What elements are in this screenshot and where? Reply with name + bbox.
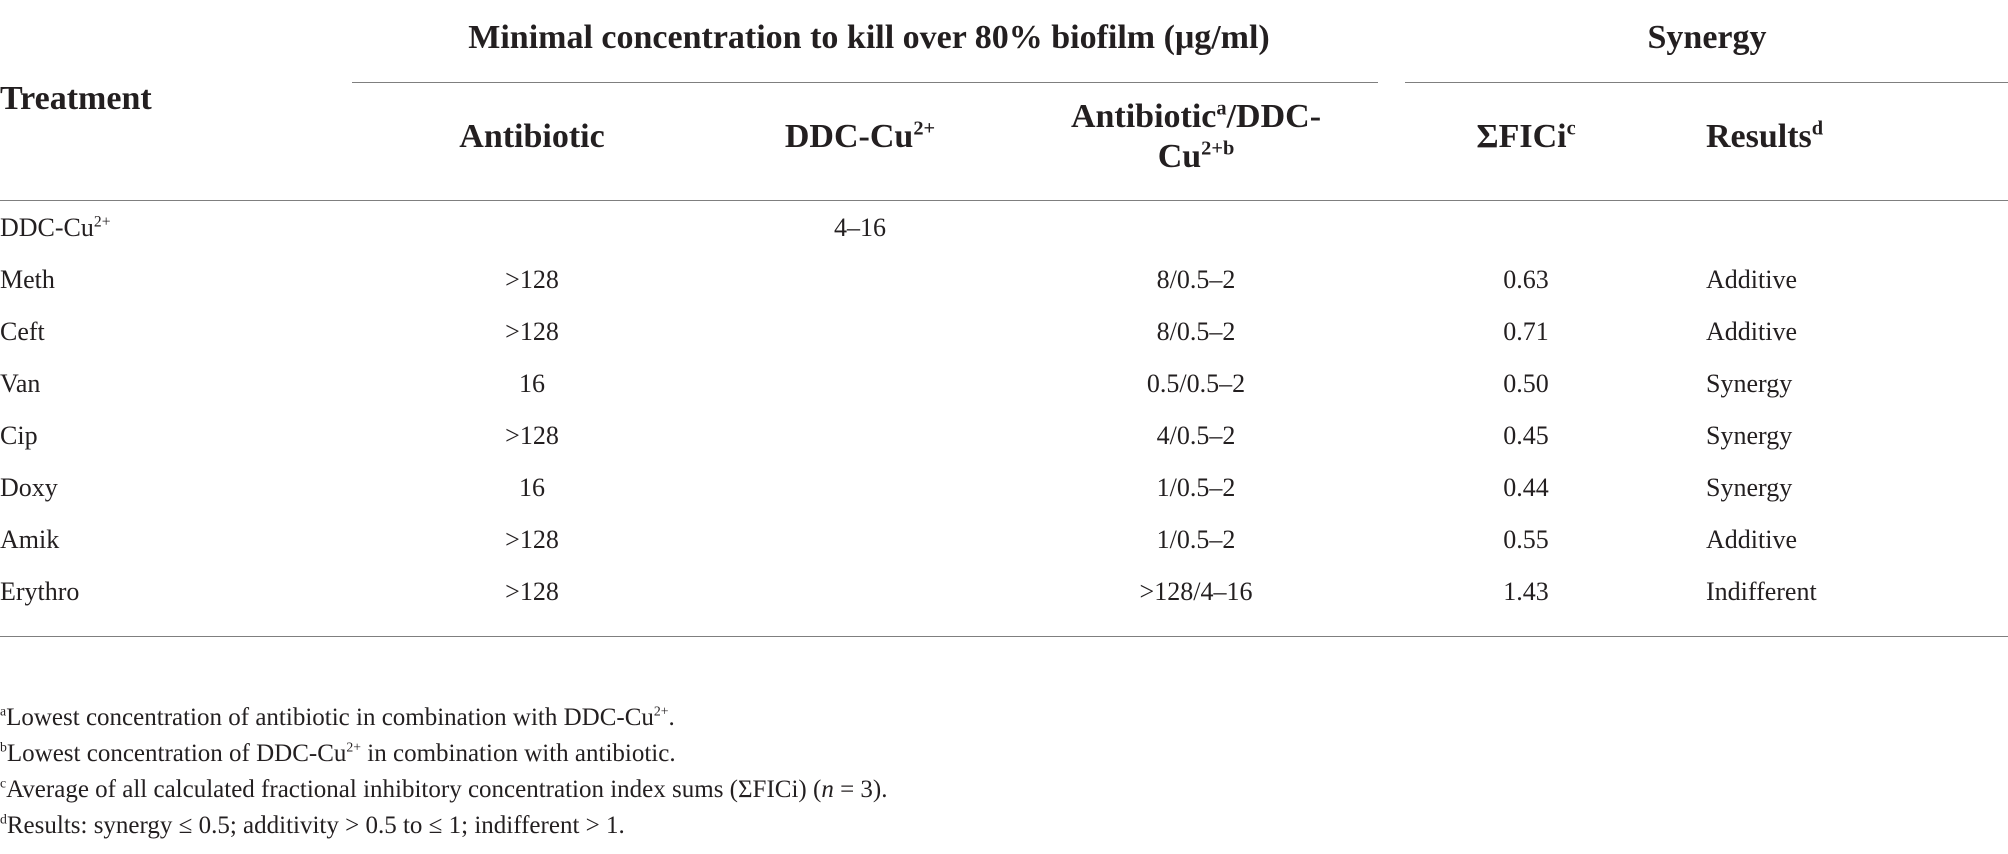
cell-treatment: Cip (0, 421, 38, 450)
cell-antibiotic: >128 (505, 577, 559, 606)
cell-antibiotic: >128 (505, 265, 559, 294)
cell-antibiotic: >128 (505, 317, 559, 346)
header-combination: Antibiotic$^a$/DDC- $Cu^{2+b}$ (1070, 97, 1322, 175)
header-group-mic: Minimal concentration to kill over 80% biofilm (μg/ml) (468, 19, 1270, 56)
cell-combination: 8/0.5–2 (1156, 265, 1236, 294)
footnote-c: $^c$Average of all calculated fractional inhibitory concentration index sums (ΣFICi) (n = 3). (0, 775, 888, 803)
cell-fici: 0.55 (1503, 525, 1549, 554)
header-treatment: Treatment (0, 80, 152, 117)
header-fici: ΣFICi$^c$ (1476, 117, 1576, 155)
cell-result: Indifferent (1706, 577, 1817, 606)
footnote-d: $^d$Results: synergy ≤ 0.5; additivity > 0.5 to ≤ 1; indifferent > 1. (0, 811, 625, 839)
header-antibiotic: Antibiotic (459, 118, 605, 155)
cell-result: Additive (1706, 525, 1797, 554)
rule-group-mic (352, 82, 1378, 83)
cell-combination: 0.5/0.5–2 (1146, 369, 1246, 398)
cell-treatment: Amik (0, 525, 60, 554)
cell-result: Synergy (1706, 369, 1793, 398)
cell-result: Synergy (1706, 421, 1793, 450)
cell-treatment: Doxy (0, 473, 58, 502)
cell-fici: 0.44 (1503, 473, 1549, 502)
footnote-a: $^a$Lowest concentration of antibiotic in combination with DDC-$Cu^{2+}$. (0, 703, 675, 731)
cell-fici: 1.43 (1503, 577, 1549, 606)
cell-antibiotic: 16 (519, 473, 545, 502)
cell-fici: 0.71 (1503, 317, 1549, 346)
header-group-synergy: Synergy (1647, 19, 1767, 56)
cell-treatment: Ceft (0, 317, 45, 346)
footnote-b: $^b$Lowest concentration of DDC-$Cu^{2+}$ in combination with antibiotic. (0, 739, 676, 767)
cell-ddc-cu: 4–16 (834, 213, 886, 242)
cell-treatment: DDC-$Cu^{2+}$ (0, 213, 111, 242)
cell-combination: >128/4–16 (1139, 577, 1253, 606)
cell-fici: 0.63 (1503, 265, 1549, 294)
cell-fici: 0.50 (1503, 369, 1549, 398)
cell-treatment: Van (0, 369, 41, 398)
cell-combination: 1/0.5–2 (1156, 473, 1236, 502)
cell-treatment: Meth (0, 265, 55, 294)
cell-fici: 0.45 (1503, 421, 1549, 450)
cell-result: Synergy (1706, 473, 1793, 502)
cell-combination: 8/0.5–2 (1156, 317, 1236, 346)
cell-antibiotic: >128 (505, 525, 559, 554)
rule-group-synergy (1405, 82, 2008, 83)
rule-header-bottom (0, 200, 2008, 201)
cell-result: Additive (1706, 265, 1797, 294)
cell-antibiotic: 16 (519, 369, 545, 398)
rule-table-bottom (0, 636, 2008, 637)
header-results: Results$^d$ (1706, 117, 1824, 155)
cell-result: Additive (1706, 317, 1797, 346)
cell-antibiotic: >128 (505, 421, 559, 450)
cell-combination: 4/0.5–2 (1156, 421, 1236, 450)
header-ddc-cu: DDC-$Cu^{2+}$ (784, 117, 936, 155)
cell-treatment: Erythro (0, 577, 80, 606)
cell-combination: 1/0.5–2 (1156, 525, 1236, 554)
